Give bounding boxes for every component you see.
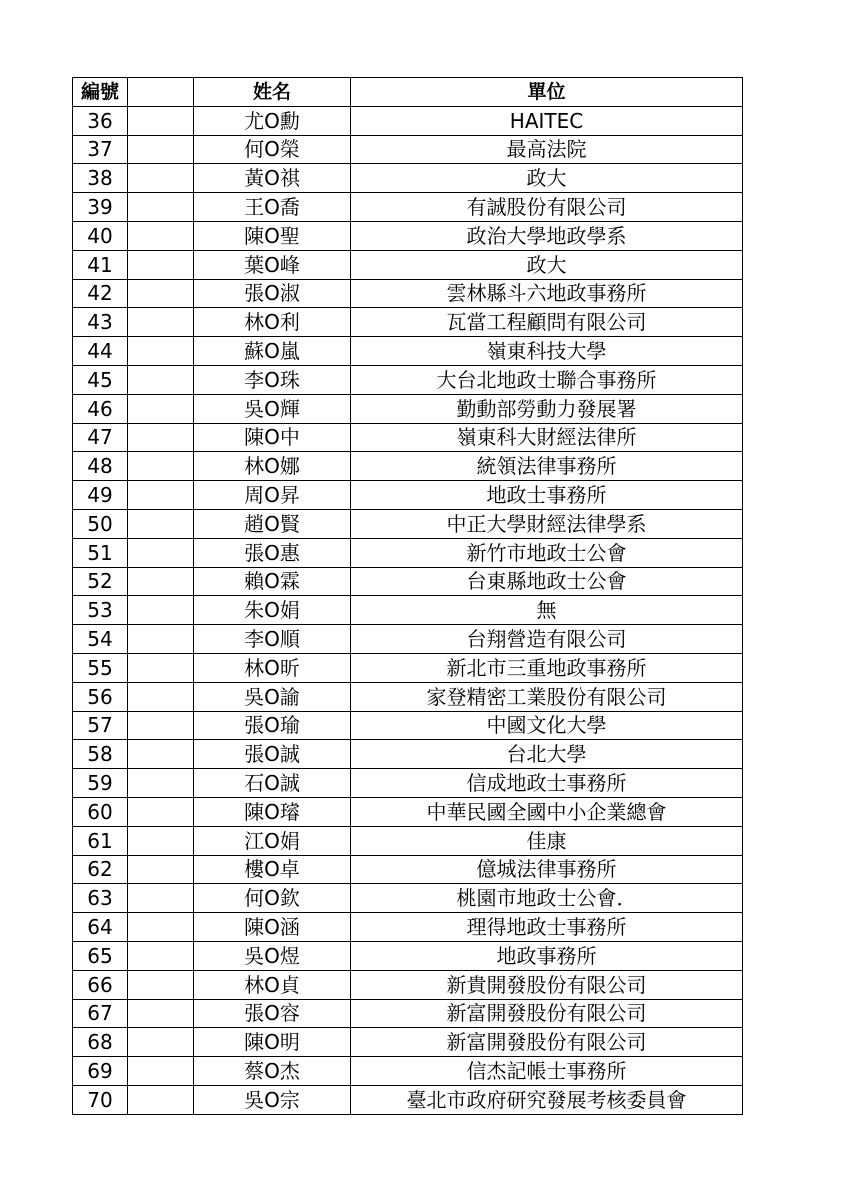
row-name: 陳O涵 — [194, 913, 351, 942]
row-blank — [128, 164, 194, 193]
table-row — [73, 221, 743, 250]
row-blank — [128, 653, 194, 682]
row-name: 蘇O嵐 — [194, 337, 351, 366]
header-number: 編號 — [73, 78, 128, 107]
row-name: 何O欽 — [194, 884, 351, 913]
table-row — [73, 250, 743, 279]
row-number: 44 — [73, 337, 128, 366]
row-blank — [128, 279, 194, 308]
row-unit: 新竹市地政士公會 — [351, 538, 743, 567]
table-row — [73, 740, 743, 769]
table-header — [73, 78, 743, 107]
row-number: 40 — [73, 221, 128, 250]
row-name: 吳O諭 — [194, 682, 351, 711]
row-blank — [128, 596, 194, 625]
row-number: 60 — [73, 797, 128, 826]
row-unit: 台北大學 — [351, 740, 743, 769]
row-number: 65 — [73, 941, 128, 970]
row-unit: 雲林縣斗六地政事務所 — [351, 279, 743, 308]
table-row — [73, 711, 743, 740]
row-blank — [128, 538, 194, 567]
table-row — [73, 970, 743, 999]
row-blank — [128, 855, 194, 884]
row-name: 石O誠 — [194, 769, 351, 798]
header-blank — [128, 78, 194, 107]
row-blank — [128, 193, 194, 222]
row-unit: 家登精密工業股份有限公司 — [351, 682, 743, 711]
row-blank — [128, 941, 194, 970]
header-row — [73, 78, 743, 107]
table-row — [73, 308, 743, 337]
table-row — [73, 797, 743, 826]
row-unit: 億城法律事務所 — [351, 855, 743, 884]
row-unit: 統領法律事務所 — [351, 452, 743, 481]
row-unit: 政大 — [351, 250, 743, 279]
row-number: 47 — [73, 423, 128, 452]
header-unit: 單位 — [351, 78, 743, 107]
row-blank — [128, 1057, 194, 1086]
row-blank — [128, 682, 194, 711]
table-row — [73, 452, 743, 481]
row-blank — [128, 769, 194, 798]
row-blank — [128, 1085, 194, 1114]
row-blank — [128, 423, 194, 452]
table-body — [73, 106, 743, 1114]
row-blank — [128, 1028, 194, 1057]
row-name: 黃O祺 — [194, 164, 351, 193]
row-number: 37 — [73, 135, 128, 164]
row-number: 55 — [73, 653, 128, 682]
table-row — [73, 567, 743, 596]
row-number: 66 — [73, 970, 128, 999]
row-name: 林O利 — [194, 308, 351, 337]
table-row — [73, 855, 743, 884]
table-row — [73, 913, 743, 942]
row-name: 張O淑 — [194, 279, 351, 308]
row-number: 63 — [73, 884, 128, 913]
row-number: 52 — [73, 567, 128, 596]
row-unit: 理得地政士事務所 — [351, 913, 743, 942]
table-row — [73, 941, 743, 970]
row-blank — [128, 221, 194, 250]
row-name: 王O喬 — [194, 193, 351, 222]
row-unit: 新北市三重地政事務所 — [351, 653, 743, 682]
row-unit: 地政事務所 — [351, 941, 743, 970]
row-unit: HAITEC — [351, 106, 743, 135]
row-unit: 佳康 — [351, 826, 743, 855]
roster-table — [72, 77, 743, 1115]
row-number: 57 — [73, 711, 128, 740]
table-row — [73, 884, 743, 913]
row-name: 張O容 — [194, 999, 351, 1028]
row-number: 46 — [73, 394, 128, 423]
table-row — [73, 1028, 743, 1057]
table-row — [73, 596, 743, 625]
header-name: 姓名 — [194, 78, 351, 107]
row-name: 樓O卓 — [194, 855, 351, 884]
table-row — [73, 1057, 743, 1086]
row-name: 吳O宗 — [194, 1085, 351, 1114]
row-blank — [128, 308, 194, 337]
row-blank — [128, 481, 194, 510]
row-name: 陳O明 — [194, 1028, 351, 1057]
row-number: 51 — [73, 538, 128, 567]
row-unit: 嶺東科大財經法律所 — [351, 423, 743, 452]
row-name: 陳O璿 — [194, 797, 351, 826]
row-unit: 信成地政士事務所 — [351, 769, 743, 798]
row-number: 70 — [73, 1085, 128, 1114]
row-number: 39 — [73, 193, 128, 222]
row-blank — [128, 250, 194, 279]
row-name: 周O昇 — [194, 481, 351, 510]
row-name: 葉O峰 — [194, 250, 351, 279]
row-name: 朱O娟 — [194, 596, 351, 625]
table-row — [73, 164, 743, 193]
row-number: 67 — [73, 999, 128, 1028]
row-number: 53 — [73, 596, 128, 625]
table-row — [73, 135, 743, 164]
row-unit: 無 — [351, 596, 743, 625]
table-row — [73, 682, 743, 711]
row-number: 42 — [73, 279, 128, 308]
row-blank — [128, 970, 194, 999]
row-name: 江O娟 — [194, 826, 351, 855]
row-blank — [128, 106, 194, 135]
row-blank — [128, 365, 194, 394]
table-row — [73, 653, 743, 682]
table-row — [73, 481, 743, 510]
table-row — [73, 538, 743, 567]
row-unit: 勤動部勞動力發展署 — [351, 394, 743, 423]
row-unit: 大台北地政士聯合事務所 — [351, 365, 743, 394]
row-name: 張O惠 — [194, 538, 351, 567]
row-name: 陳O聖 — [194, 221, 351, 250]
row-number: 36 — [73, 106, 128, 135]
table-row — [73, 423, 743, 452]
row-blank — [128, 337, 194, 366]
row-number: 38 — [73, 164, 128, 193]
row-number: 64 — [73, 913, 128, 942]
row-number: 61 — [73, 826, 128, 855]
table-row — [73, 394, 743, 423]
row-unit: 信杰記帳士事務所 — [351, 1057, 743, 1086]
row-name: 賴O霖 — [194, 567, 351, 596]
row-unit: 有誠股份有限公司 — [351, 193, 743, 222]
row-unit: 臺北市政府研究發展考核委員會 — [351, 1085, 743, 1114]
row-blank — [128, 394, 194, 423]
row-unit: 新富開發股份有限公司 — [351, 1028, 743, 1057]
row-unit: 地政士事務所 — [351, 481, 743, 510]
row-blank — [128, 567, 194, 596]
table-row — [73, 769, 743, 798]
table-row — [73, 509, 743, 538]
row-number: 49 — [73, 481, 128, 510]
row-unit: 政大 — [351, 164, 743, 193]
table-row — [73, 625, 743, 654]
row-unit: 瓦當工程顧問有限公司 — [351, 308, 743, 337]
table-row — [73, 826, 743, 855]
row-number: 43 — [73, 308, 128, 337]
row-name: 林O貞 — [194, 970, 351, 999]
row-number: 45 — [73, 365, 128, 394]
table-row — [73, 337, 743, 366]
row-blank — [128, 797, 194, 826]
row-unit: 新貴開發股份有限公司 — [351, 970, 743, 999]
row-number: 58 — [73, 740, 128, 769]
row-unit: 政治大學地政學系 — [351, 221, 743, 250]
row-name: 何O榮 — [194, 135, 351, 164]
row-name: 吳O輝 — [194, 394, 351, 423]
row-number: 48 — [73, 452, 128, 481]
row-name: 張O瑜 — [194, 711, 351, 740]
row-number: 56 — [73, 682, 128, 711]
row-name: 蔡O杰 — [194, 1057, 351, 1086]
row-unit: 嶺東科技大學 — [351, 337, 743, 366]
row-name: 趙O賢 — [194, 509, 351, 538]
row-number: 50 — [73, 509, 128, 538]
row-name: 林O昕 — [194, 653, 351, 682]
row-name: 李O順 — [194, 625, 351, 654]
row-name: 李O珠 — [194, 365, 351, 394]
row-blank — [128, 884, 194, 913]
row-unit: 桃園市地政士公會． — [351, 884, 743, 913]
row-number: 62 — [73, 855, 128, 884]
row-blank — [128, 135, 194, 164]
row-name: 尤O勳 — [194, 106, 351, 135]
table-row — [73, 1085, 743, 1114]
row-number: 54 — [73, 625, 128, 654]
table-row — [73, 193, 743, 222]
row-number: 59 — [73, 769, 128, 798]
row-name: 陳O中 — [194, 423, 351, 452]
row-blank — [128, 625, 194, 654]
row-unit: 台東縣地政士公會 — [351, 567, 743, 596]
table-row — [73, 999, 743, 1028]
row-blank — [128, 999, 194, 1028]
row-unit: 新富開發股份有限公司 — [351, 999, 743, 1028]
row-blank — [128, 913, 194, 942]
row-blank — [128, 740, 194, 769]
row-name: 林O娜 — [194, 452, 351, 481]
row-blank — [128, 509, 194, 538]
row-number: 68 — [73, 1028, 128, 1057]
row-number: 41 — [73, 250, 128, 279]
row-unit: 台翔營造有限公司 — [351, 625, 743, 654]
row-blank — [128, 826, 194, 855]
row-name: 張O誠 — [194, 740, 351, 769]
row-name: 吳O煜 — [194, 941, 351, 970]
row-unit: 中正大學財經法律學系 — [351, 509, 743, 538]
table-row — [73, 106, 743, 135]
table-row — [73, 365, 743, 394]
row-unit: 最高法院 — [351, 135, 743, 164]
row-blank — [128, 711, 194, 740]
row-unit: 中國文化大學 — [351, 711, 743, 740]
table-row — [73, 279, 743, 308]
row-number: 69 — [73, 1057, 128, 1086]
row-unit: 中華民國全國中小企業總會 — [351, 797, 743, 826]
row-blank — [128, 452, 194, 481]
